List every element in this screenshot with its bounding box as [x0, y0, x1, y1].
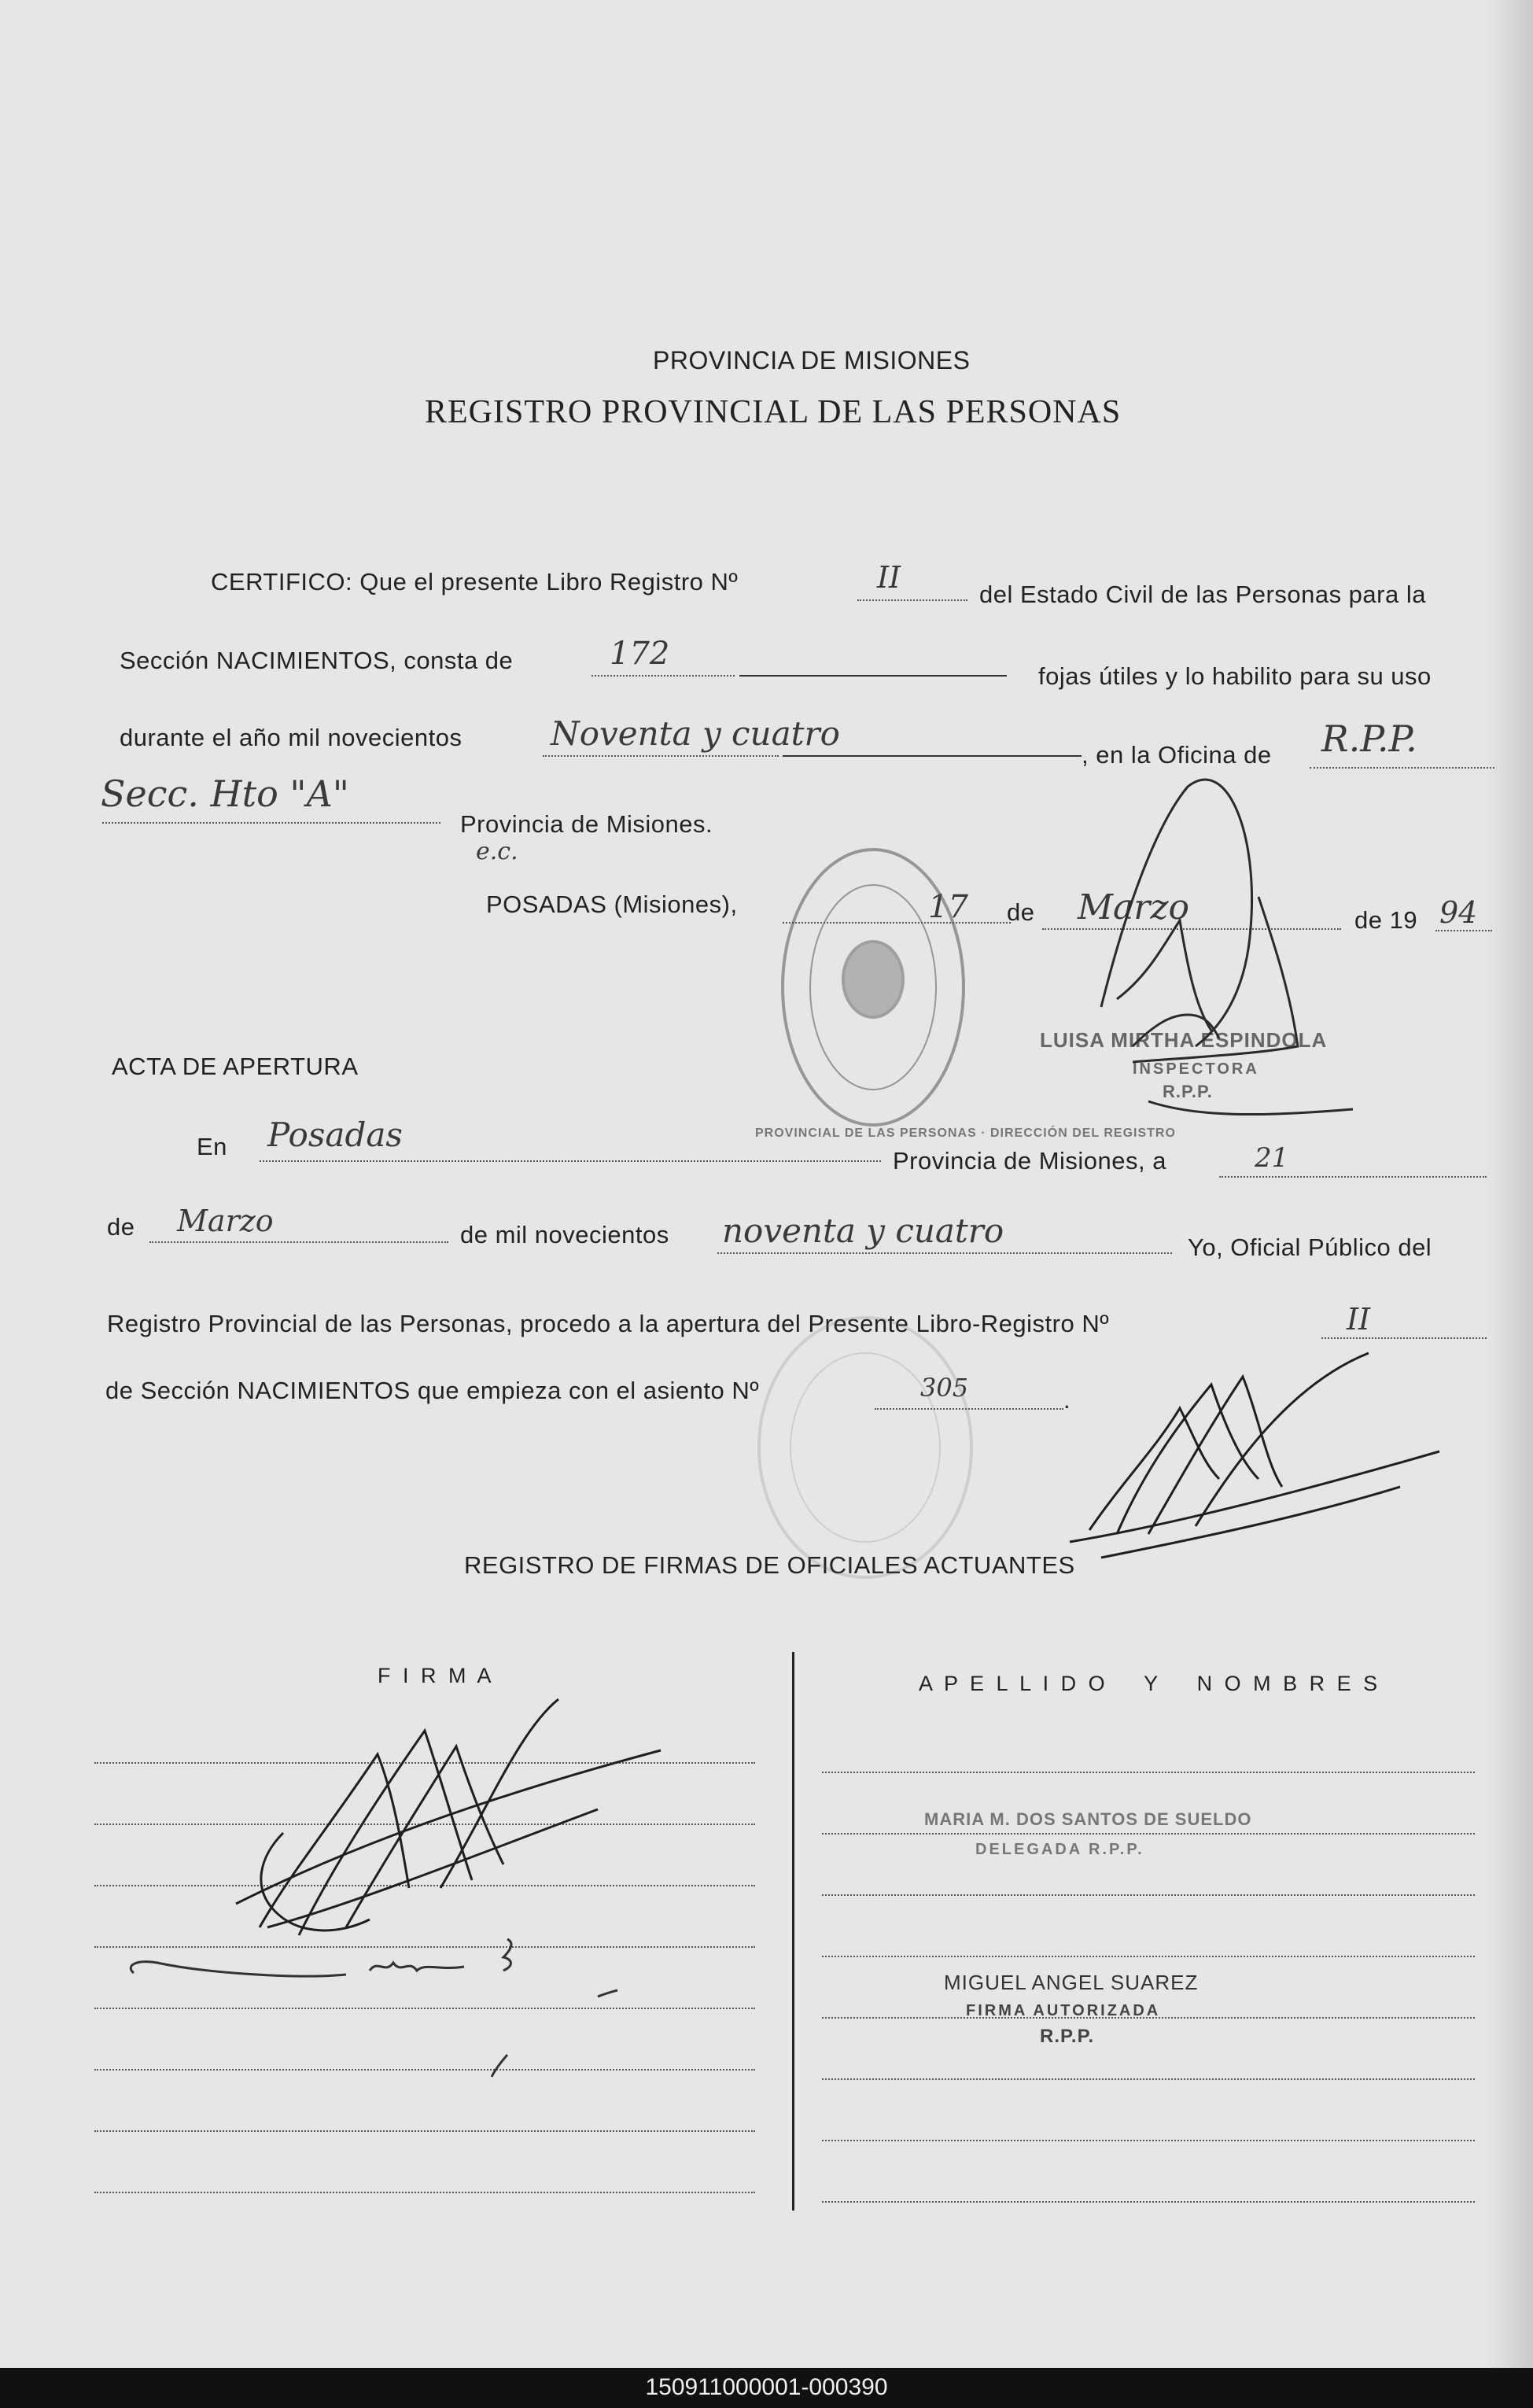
- col-names-header: A P E L L I D O Y N O M B R E S: [919, 1672, 1381, 1695]
- inspector-title-stamp: INSPECTORA: [1133, 1060, 1259, 1078]
- inspector-name-stamp: LUISA MIRTHA ESPINDOLA: [1040, 1028, 1328, 1052]
- folios-handwritten: 172: [610, 636, 670, 672]
- acta-day-handwritten: 21: [1255, 1142, 1289, 1174]
- acta-book-handwritten: II: [1347, 1302, 1371, 1337]
- year-digits-handwritten: 94: [1439, 895, 1478, 930]
- delegate-name-stamp: MARIA M. DOS SANTOS DE SUELDO: [924, 1809, 1252, 1829]
- acta-year-handwritten: noventa y cuatro: [722, 1211, 1004, 1250]
- year-words-handwritten: Noventa y cuatro: [551, 714, 840, 753]
- cert-line3-prefix: durante el año mil novecientos: [120, 724, 462, 751]
- delegate-title-stamp: DELEGADA R.P.P.: [975, 1841, 1144, 1858]
- col-signature-header: F I R M A: [378, 1664, 495, 1687]
- acta-line3-text: Registro Provincial de las Personas, procedo a la apertura del Presente Libro-Registro Nº: [107, 1310, 1110, 1337]
- cert-line2-suffix: fojas útiles y lo habilito para su uso: [1038, 662, 1432, 690]
- signatures-title: REGISTRO DE FIRMAS DE OFICIALES ACTUANTES: [464, 1551, 1075, 1579]
- acta-line4-text: de Sección NACIMIENTOS que empieza con el asiento Nº: [105, 1377, 760, 1404]
- acta-entry-handwritten: 305: [920, 1373, 969, 1403]
- inspector-signature: [1101, 780, 1353, 1115]
- cert-de: de: [1007, 898, 1035, 926]
- acta-line2-suffix: Yo, Oficial Público del: [1188, 1234, 1432, 1261]
- cert-line1-prefix: CERTIFICO: Que el presente Libro Registro Nº: [211, 568, 739, 596]
- acta-line1-en: En: [197, 1133, 227, 1160]
- province-heading: PROVINCIA DE MISIONES: [653, 346, 971, 374]
- month-handwritten: Marzo: [1078, 887, 1189, 927]
- officer-name-stamp: MIGUEL ANGEL SUAREZ: [944, 1971, 1199, 1994]
- acta-title: ACTA DE APERTURA: [112, 1053, 359, 1080]
- acta-place-handwritten: Posadas: [267, 1115, 403, 1154]
- book-no-handwritten: II: [877, 560, 901, 595]
- official-seal: [783, 850, 964, 1125]
- officer-signature: [236, 1699, 661, 1935]
- acta-line2-de: de: [107, 1213, 135, 1241]
- acta-line1-suffix: Provincia de Misiones, a: [893, 1147, 1166, 1174]
- acta-line4-end: .: [1063, 1386, 1071, 1414]
- cert-place: POSADAS (Misiones),: [486, 891, 738, 918]
- cert-note-handwritten: e.c.: [476, 838, 518, 865]
- inspector-org-stamp: R.P.P.: [1163, 1082, 1213, 1101]
- cert-line4-suffix: Provincia de Misiones.: [460, 810, 713, 838]
- faint-seal: [759, 1318, 971, 1577]
- cert-de-year: de 19: [1354, 906, 1418, 934]
- cert-line2-prefix: Sección NACIMIENTOS, consta de: [120, 647, 514, 674]
- acta-month-handwritten: Marzo: [177, 1204, 274, 1238]
- seal-ring-text: PROVINCIAL DE LAS PERSONAS · DIRECCIÓN DEL REGISTRO: [755, 1127, 1176, 1140]
- officer-org-stamp: R.P.P.: [1040, 2026, 1095, 2047]
- officer-title-stamp: FIRMA AUTORIZADA: [966, 2002, 1161, 2019]
- cert-line1-suffix: del Estado Civil de las Personas para la: [979, 581, 1426, 608]
- cert-line3-suffix: , en la Oficina de: [1082, 741, 1272, 769]
- day-handwritten: 17: [928, 889, 968, 925]
- office-handwritten: R.P.P.: [1321, 717, 1417, 760]
- acta-signature: [1070, 1353, 1439, 1558]
- document-id: 150911000001-000390: [645, 2374, 888, 2400]
- acta-line2-mid: de mil novecientos: [460, 1221, 669, 1248]
- registry-heading: REGISTRO PROVINCIAL DE LAS PERSONAS: [425, 394, 1122, 430]
- office-cont-handwritten: Secc. Hto "A": [101, 773, 349, 815]
- small-pen-strokes: [131, 1939, 617, 2077]
